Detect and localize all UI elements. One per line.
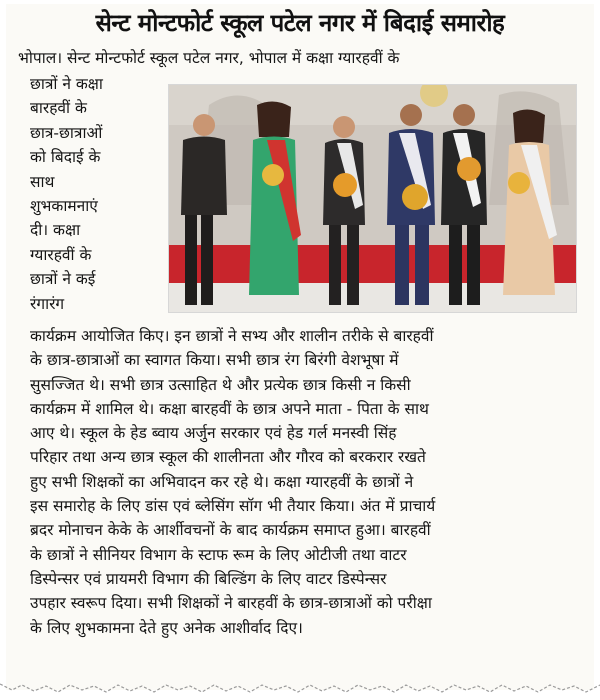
torn-edge bbox=[0, 680, 600, 700]
text-line: इस समारोह के लिए डांस एवं ब्लेसिंग सॉग भी तैयार किया। अंत में प्राचार्य bbox=[30, 497, 436, 516]
text-line: ग्यारहवीं के bbox=[30, 245, 92, 264]
text-line: को बिदाई के bbox=[30, 148, 101, 167]
text-line: कार्यक्रम में शामिल थे। कक्षा बारहवीं के छात्र अपने माता - पिता के साथ bbox=[30, 399, 429, 418]
wrapped-text-column bbox=[30, 72, 168, 316]
text-line: रंगारंग bbox=[30, 294, 65, 313]
article-headline: सेन्ट मोन्टफोर्ट स्कूल पटेल नगर में बिदाई समारोह bbox=[95, 9, 505, 37]
text-line: सुसज्जित थे। सभी छात्र उत्साहित थे और प्रत्येक छात्र किसी न किसी bbox=[30, 375, 411, 394]
text-line: ब्रदर मोनाचन केके के आर्शीवचनों के बाद कार्यक्रम समाप्त हुआ। बारहवीं bbox=[30, 521, 431, 540]
text-line: के छात्रों ने सीनियर विभाग के स्टाफ रूम के लिए ओटीजी तथा वाटर bbox=[30, 545, 407, 564]
text-line: दी। कक्षा bbox=[30, 221, 81, 240]
text-line: शुभकामनाएं bbox=[30, 197, 98, 216]
farewell-group-photo bbox=[168, 84, 577, 313]
newspaper-clipping bbox=[6, 4, 594, 690]
text-line: छात्र-छात्राओं bbox=[30, 123, 103, 142]
text-line: के लिए शुभकामना देते हुए अनेक आशीर्वाद दिए। bbox=[30, 618, 303, 637]
text-line: कार्यक्रम आयोजित किए। इन छात्रों ने सभ्य और शालीन तरीके से बारहवीं bbox=[30, 327, 434, 345]
text-line: हुए सभी शिक्षकों का अभिवादन कर रहे थे। कक्षा ग्यारहवीं के छात्रों ने bbox=[30, 472, 414, 491]
text-line: डिस्पेन्सर एवं प्रायमरी विभाग की बिल्डिंग के लिए वाटर डिस्पेन्सर bbox=[30, 569, 387, 588]
lead-line: भोपाल। सेन्ट मोन्टफोर्ट स्कूल पटेल नगर, भोपाल में कक्षा ग्यारहवीं के bbox=[18, 49, 400, 67]
text-line: आए थे। स्कूल के हेड ब्वाय अर्जुन सरकार एवं हेड गर्ल मनस्वी सिंह bbox=[30, 424, 397, 443]
article-body bbox=[30, 324, 590, 640]
text-line: परिहार तथा अन्य छात्र स्कूल की शालीनता और गौरव को बरकरार रखते bbox=[30, 448, 426, 467]
text-line: छात्रों ने कई bbox=[30, 270, 96, 289]
text-line: उपहार स्वरूप दिया। सभी शिक्षकों ने बारहवीं के छात्र-छात्राओं को परीक्षा bbox=[30, 594, 432, 613]
text-line: बारहवीं के bbox=[30, 99, 87, 118]
photo-illustration bbox=[169, 85, 576, 312]
text-line: के छात्र-छात्राओं का स्वागत किया। सभी छात्र रंग बिरंगी वेशभूषा में bbox=[30, 351, 399, 370]
text-line: साथ bbox=[30, 172, 55, 191]
text-line: छात्रों ने कक्षा bbox=[30, 75, 103, 93]
